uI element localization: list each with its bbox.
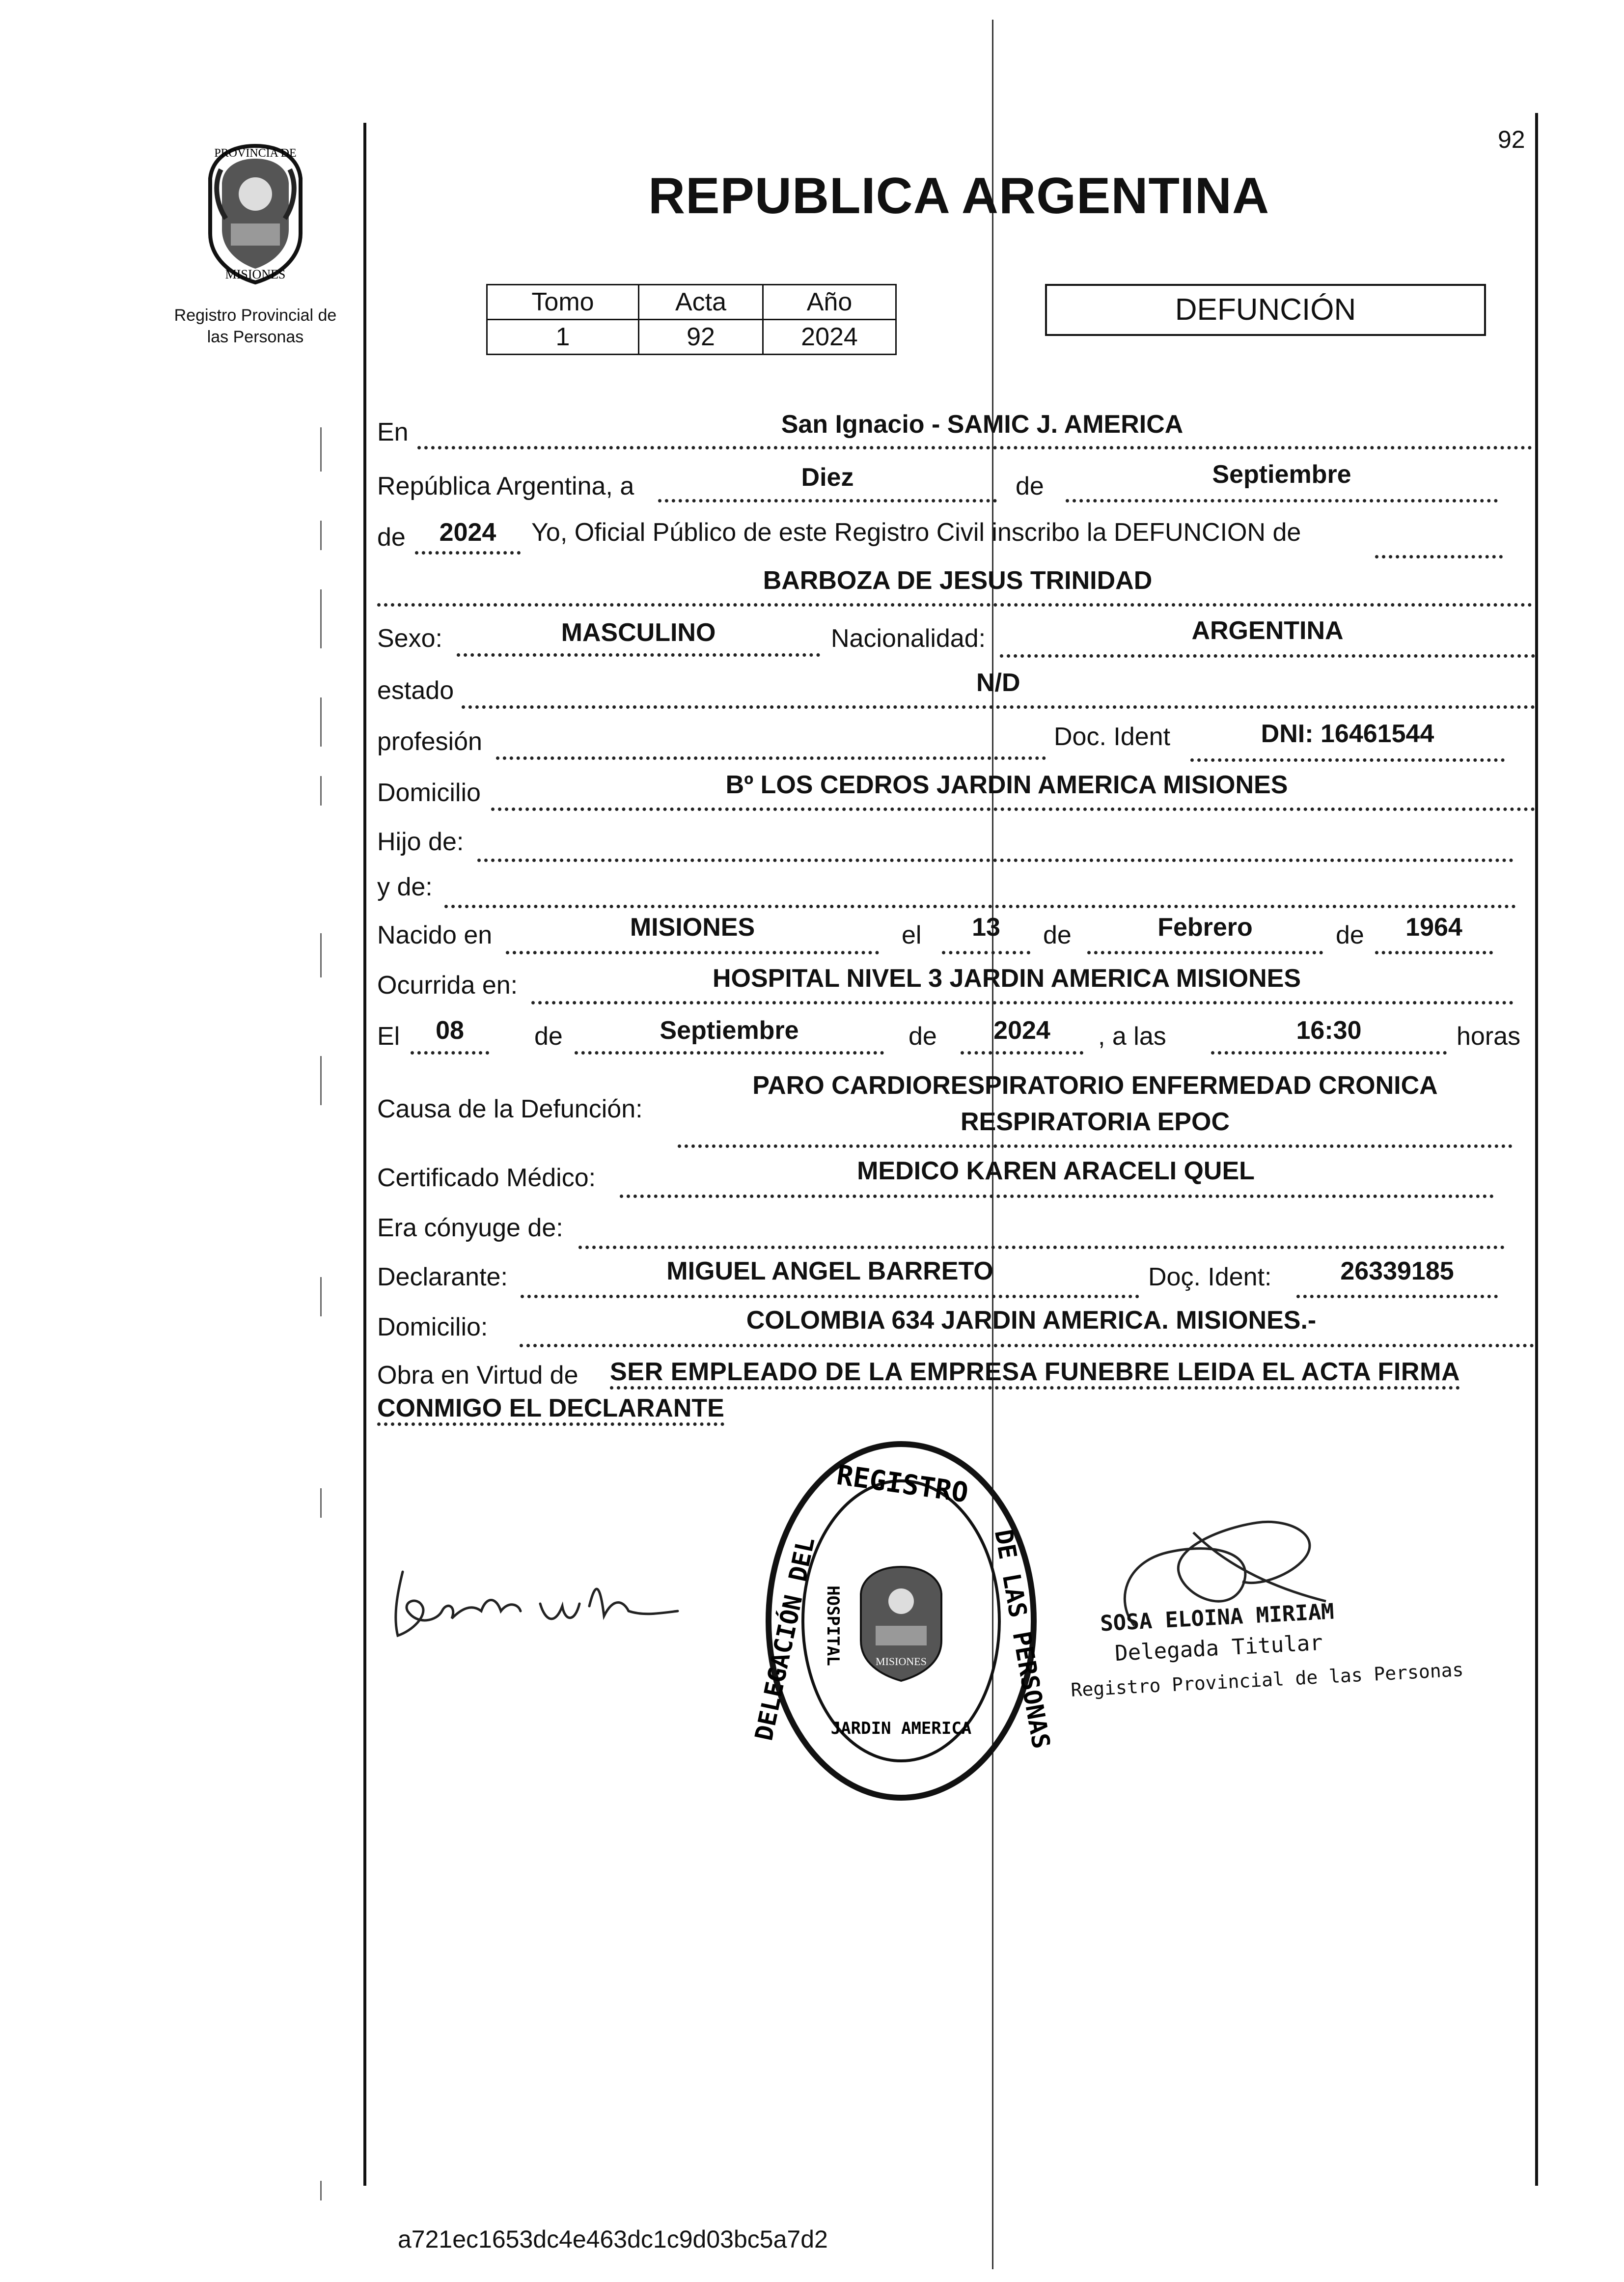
value-anio: 2024	[763, 320, 896, 355]
doc-ident2-label: Doç. Ident:	[1148, 1263, 1272, 1291]
header-anio: Año	[763, 285, 896, 320]
header-acta: Acta	[639, 285, 763, 320]
domicilio-value: Bº LOS CEDROS JARDIN AMERICA MISIONES	[725, 771, 1288, 799]
declarante-value: MIGUEL ANGEL BARRETO	[666, 1257, 993, 1285]
ocurrida-label: Ocurrida en:	[377, 971, 518, 1000]
estado-label: estado	[377, 676, 454, 705]
mes-value: Septiembre	[1212, 460, 1351, 489]
seal-inner-left-text: HOSPITAL	[823, 1586, 843, 1666]
nacionalidad-value: ARGENTINA	[1191, 616, 1344, 645]
oficial-text: Yo, Oficial Público de este Registro Civil inscribo la DEFUNCION de	[531, 518, 1301, 547]
def-anio-value: 2024	[993, 1016, 1050, 1045]
causa-fill	[678, 1115, 1513, 1148]
registry-seal	[749, 1434, 1056, 1808]
dia-value: Diez	[801, 463, 854, 492]
certificado-value: MEDICO KAREN ARACELI QUEL	[857, 1157, 1255, 1185]
republica-label: República Argentina, a	[377, 472, 634, 501]
nombre-value: BARBOZA DE JESUS TRINIDAD	[763, 566, 1153, 595]
page-number: 92	[1498, 126, 1525, 153]
nacido-label: Nacido en	[377, 921, 493, 949]
seal-inner-bottom-text: JARDIN AMERICA	[830, 1719, 972, 1738]
causa-label: Causa de la Defunción:	[377, 1095, 643, 1123]
official-org: Registro Provincial de las Personas	[1070, 1659, 1464, 1701]
tomo-acta-anio-table	[486, 284, 897, 355]
value-tomo: 1	[487, 320, 639, 355]
logo-caption-line1: Registro Provincial de	[174, 306, 337, 325]
causa-value-line1: PARO CARDIORESPIRATORIO ENFERMEDAD CRONICA	[752, 1071, 1438, 1100]
estado-value: N/D	[976, 668, 1020, 697]
seal-outer-left-text: DELEGACIÓN DEL	[749, 1534, 821, 1743]
crest-bottom-text: MISIONES	[225, 267, 286, 281]
edge-mark	[320, 1277, 322, 1316]
de-label: de	[1016, 472, 1044, 501]
edge-mark	[320, 1488, 322, 1518]
nac-anio-value: 1964	[1405, 913, 1462, 942]
conyuge-fill	[578, 1216, 1505, 1249]
certificado-label: Certificado Médico:	[377, 1164, 596, 1192]
province-crest-logo	[182, 140, 329, 287]
yde-label: y de:	[377, 873, 433, 901]
obra-value-line1: SER EMPLEADO DE LA EMPRESA FUNEBRE LEIDA EL ACTA FIRMA	[610, 1358, 1460, 1390]
ocurrida-value: HOSPITAL NIVEL 3 JARDIN AMERICA MISIONES	[712, 964, 1301, 993]
def-mes-value: Septiembre	[660, 1016, 799, 1045]
logo-caption-line2: las Personas	[207, 328, 304, 346]
doc-ident2-value: 26339185	[1340, 1257, 1454, 1285]
value-acta: 92	[639, 320, 763, 355]
sexo-value: MASCULINO	[561, 618, 716, 647]
alas-label: , a las	[1098, 1022, 1166, 1051]
en-label: En	[377, 418, 409, 446]
domicilio-label: Domicilio	[377, 779, 481, 807]
de2-label: de	[377, 523, 406, 552]
doc-ident-value: DNI: 16461544	[1261, 720, 1434, 748]
edge-mark	[320, 933, 322, 977]
nac-de-label: de	[1043, 921, 1072, 949]
edge-mark	[320, 697, 322, 747]
el-label: el	[902, 921, 922, 949]
obra-value-line2: CONMIGO EL DECLARANTE	[377, 1394, 724, 1426]
act-type-box: DEFUNCIÓN	[1045, 284, 1486, 336]
document-hash: a721ec1653dc4e463dc1c9d03bc5a7d2	[398, 2226, 828, 2253]
hijo-label: Hijo de:	[377, 828, 464, 856]
def-de-label: de	[534, 1022, 563, 1051]
declarante-label: Declarante:	[377, 1263, 508, 1291]
doc-ident-label: Doc. Ident	[1054, 723, 1171, 751]
official-role: Delegada Titular	[1114, 1630, 1323, 1667]
el2-label: El	[377, 1022, 400, 1051]
edge-mark	[320, 589, 322, 648]
profesion-fill	[496, 727, 1046, 760]
edge-mark	[320, 1056, 322, 1105]
obra-label: Obra en Virtud de	[377, 1361, 578, 1390]
edge-mark	[320, 427, 322, 472]
crest-top-text: PROVINCIA DE	[214, 147, 297, 160]
seal-outer-right-text: DE LAS PERSONAS	[989, 1527, 1056, 1751]
yde-fill	[444, 875, 1516, 908]
oficial-fill	[1375, 526, 1503, 558]
anio-value: 2024	[439, 518, 496, 547]
hora-value: 16:30	[1296, 1016, 1362, 1045]
left-margin-rule	[363, 123, 366, 2186]
domicilio2-value: COLOMBIA 634 JARDIN AMERICA. MISIONES.-	[746, 1306, 1317, 1335]
right-margin-rule	[1535, 113, 1538, 2186]
def-dia-value: 08	[436, 1016, 464, 1045]
seal-outer-top-text: REGISTRO	[834, 1459, 970, 1509]
profesion-label: profesión	[377, 727, 482, 756]
nac-dia-value: 13	[972, 913, 1000, 942]
causa-value-line2: RESPIRATORIA EPOC	[960, 1108, 1230, 1136]
domicilio2-label: Domicilio:	[377, 1313, 488, 1341]
edge-mark	[320, 776, 322, 806]
declarant-signature	[383, 1557, 727, 1645]
nacido-value: MISIONES	[630, 913, 755, 942]
edge-mark	[320, 2181, 322, 2200]
hijo-fill	[477, 829, 1514, 862]
en-value: San Ignacio - SAMIC J. AMERICA	[781, 410, 1184, 439]
seal-inner-logo-text: MISIONES	[876, 1655, 927, 1668]
edge-mark	[320, 521, 322, 550]
nac-de2-label: de	[1336, 921, 1364, 949]
sexo-label: Sexo:	[377, 624, 442, 653]
logo-caption	[147, 305, 363, 348]
horas-label: horas	[1457, 1022, 1521, 1051]
header-tomo: Tomo	[487, 285, 639, 320]
conyuge-label: Era cónyuge de:	[377, 1214, 563, 1242]
nac-mes-value: Febrero	[1157, 913, 1253, 942]
def-de2-label: de	[908, 1022, 937, 1051]
page-title: REPUBLICA ARGENTINA	[648, 167, 1270, 224]
official-name: SOSA ELOINA MIRIAM	[1099, 1599, 1335, 1637]
nacionalidad-label: Nacionalidad:	[831, 624, 986, 653]
